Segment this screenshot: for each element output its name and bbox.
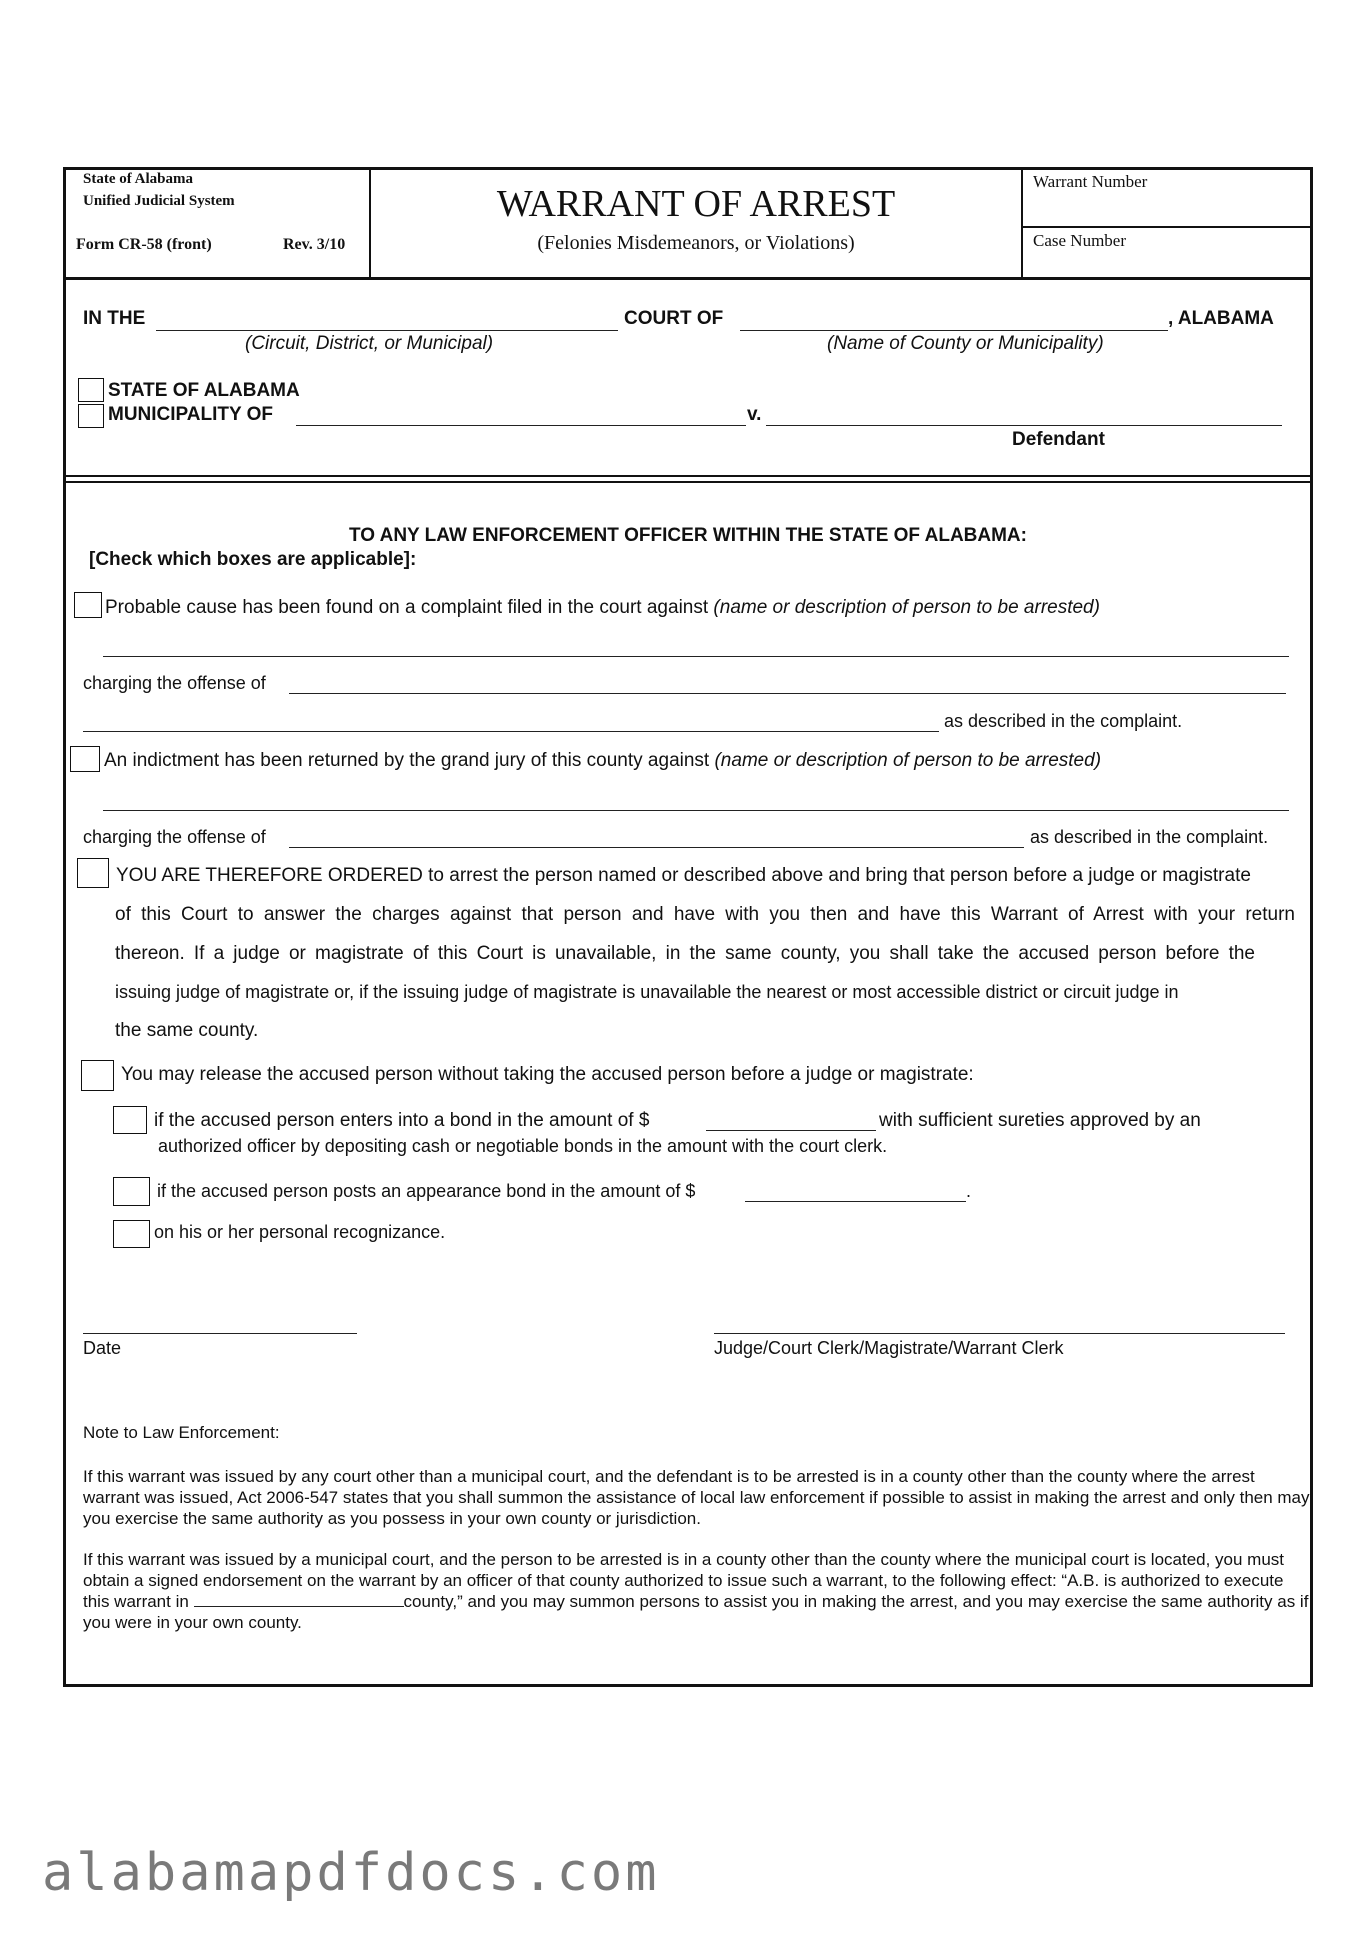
bond-text-c: authorized officer by depositing cash or negotiable bonds in the amount with the court clerk.	[158, 1136, 888, 1156]
note-heading: Note to Law Enforcement:	[83, 1423, 280, 1442]
offense-field-1[interactable]	[289, 693, 1286, 694]
officer-address: TO ANY LAW ENFORCEMENT OFFICER WITHIN THE STATE OF ALABAMA:	[349, 525, 1027, 546]
municipality-field[interactable]	[296, 425, 746, 426]
bond-amount-field[interactable]	[706, 1130, 876, 1131]
defendant-label: Defendant	[1012, 429, 1105, 450]
charging-label-1: charging the offense of	[83, 673, 266, 693]
check-instruction: [Check which boxes are applicable]:	[89, 549, 417, 570]
probable-cause-text: Probable cause has been found on a complaint filed in the court against (name or description of person to be arrested)	[105, 597, 1100, 618]
charging-label-2: charging the offense of	[83, 827, 266, 847]
in-the-label: IN THE	[83, 308, 146, 329]
alabama-label: , ALABAMA	[1168, 308, 1274, 329]
ordered-line-5: the same county.	[115, 1020, 259, 1041]
note-paragraph-1: If this warrant was issued by any court other than a municipal court, and the defendant is to be arrested is in a county other than the county where the arrest warrant was issued, Act 2006-547 states that you shall summon the assistance of local law enforcement if possible to assist in making the arrest and only then may you exercise the same authority as you possess in your own county or jurisdiction.	[83, 1467, 1310, 1528]
official-label: Judge/Court Clerk/Magistrate/Warrant Clerk	[714, 1338, 1064, 1358]
form-subtitle: (Felonies Misdemeanors, or Violations)	[537, 232, 855, 254]
release-text: You may release the accused person without taking the accused person before a judge or magistrate:	[121, 1064, 974, 1085]
watermark: alabamapdfdocs.com	[42, 1843, 660, 1903]
offense-field-2[interactable]	[289, 847, 1024, 848]
state-of-alabama-checkbox[interactable]	[78, 378, 104, 402]
state-label: State of Alabama	[83, 171, 193, 187]
appearance-period: .	[966, 1181, 972, 1201]
as-described-1: as described in the complaint.	[944, 711, 1183, 731]
ordered-line-1: YOU ARE THEREFORE ORDERED to arrest the person named or described above and bring that person before a judge or magistrate	[116, 865, 1251, 886]
state-of-alabama-label: STATE OF ALABAMA	[108, 380, 300, 401]
warrant-number-label: Warrant Number	[1033, 172, 1148, 191]
ordered-line-3: thereon. If a judge or magistrate of this Court is unavailable, in the same county, you shall take the accused person before the	[115, 943, 1255, 964]
bond-checkbox[interactable]	[113, 1106, 147, 1134]
as-described-2: as described in the complaint.	[1030, 827, 1269, 847]
system-label: Unified Judicial System	[83, 193, 235, 209]
municipality-label: MUNICIPALITY OF	[108, 404, 274, 425]
appearance-bond-amount-field[interactable]	[745, 1201, 966, 1202]
court-type-hint: (Circuit, District, or Municipal)	[245, 333, 494, 354]
municipality-checkbox[interactable]	[78, 404, 104, 428]
person-description-field-2[interactable]	[103, 810, 1289, 811]
release-checkbox[interactable]	[81, 1060, 114, 1091]
official-signature-field[interactable]	[714, 1333, 1285, 1334]
note-paragraph-2: If this warrant was issued by a municipal court, and the person to be arrested is in a county other than the county where the municipal court is located, you must obtain a signed endorsement on the warrant by an officer of that county authorized to issue such a warrant, to the following effect: “A.B. is authorized to execute this warrant in county,” and you may summon persons to assist you in making the arrest, and you may exercise the same authority as if you were in your own county.	[83, 1550, 1309, 1632]
ordered-line-2: of this Court to answer the charges against that person and have with you then and have this Warrant of Arrest with your return	[115, 904, 1295, 925]
recognizance-checkbox[interactable]	[113, 1220, 150, 1248]
appearance-bond-text: if the accused person posts an appearance bond in the amount of $	[157, 1181, 696, 1201]
person-description-field-1[interactable]	[103, 656, 1289, 657]
bond-text-a: if the accused person enters into a bond in the amount of $	[154, 1110, 650, 1131]
section-divider-1	[63, 475, 1313, 477]
header-divider-right	[1021, 167, 1023, 279]
offense-field-1b[interactable]	[83, 731, 939, 732]
recognizance-text: on his or her personal recognizance.	[154, 1222, 446, 1242]
form-revision: Rev. 3/10	[283, 236, 346, 253]
warrant-case-divider	[1021, 226, 1313, 228]
section-divider-2	[63, 481, 1313, 483]
court-type-field[interactable]	[156, 330, 618, 331]
court-of-label: COURT OF	[624, 308, 724, 329]
versus-label: v.	[747, 404, 762, 425]
appearance-bond-checkbox[interactable]	[113, 1177, 150, 1206]
indictment-text: An indictment has been returned by the grand jury of this county against (name or description of person to be arrested)	[104, 750, 1102, 771]
probable-cause-checkbox[interactable]	[74, 592, 102, 618]
indictment-checkbox[interactable]	[70, 746, 100, 772]
county-hint: (Name of County or Municipality)	[827, 333, 1104, 354]
header-divider	[63, 277, 1313, 280]
form-title: WARRANT OF ARREST	[496, 183, 896, 225]
date-field[interactable]	[83, 1333, 357, 1334]
ordered-line-4: issuing judge of magistrate or, if the issuing judge of magistrate is unavailable the nearest or most accessible district or circuit judge in	[115, 982, 1179, 1002]
ordered-checkbox[interactable]	[77, 858, 109, 888]
date-label: Date	[83, 1338, 122, 1358]
bond-text-b: with sufficient sureties approved by an	[879, 1110, 1201, 1131]
form-id: Form CR-58 (front)	[76, 236, 212, 253]
endorsement-county-field[interactable]	[194, 1592, 404, 1607]
case-number-label: Case Number	[1033, 231, 1127, 250]
defendant-field[interactable]	[766, 425, 1282, 426]
county-field[interactable]	[740, 330, 1168, 331]
